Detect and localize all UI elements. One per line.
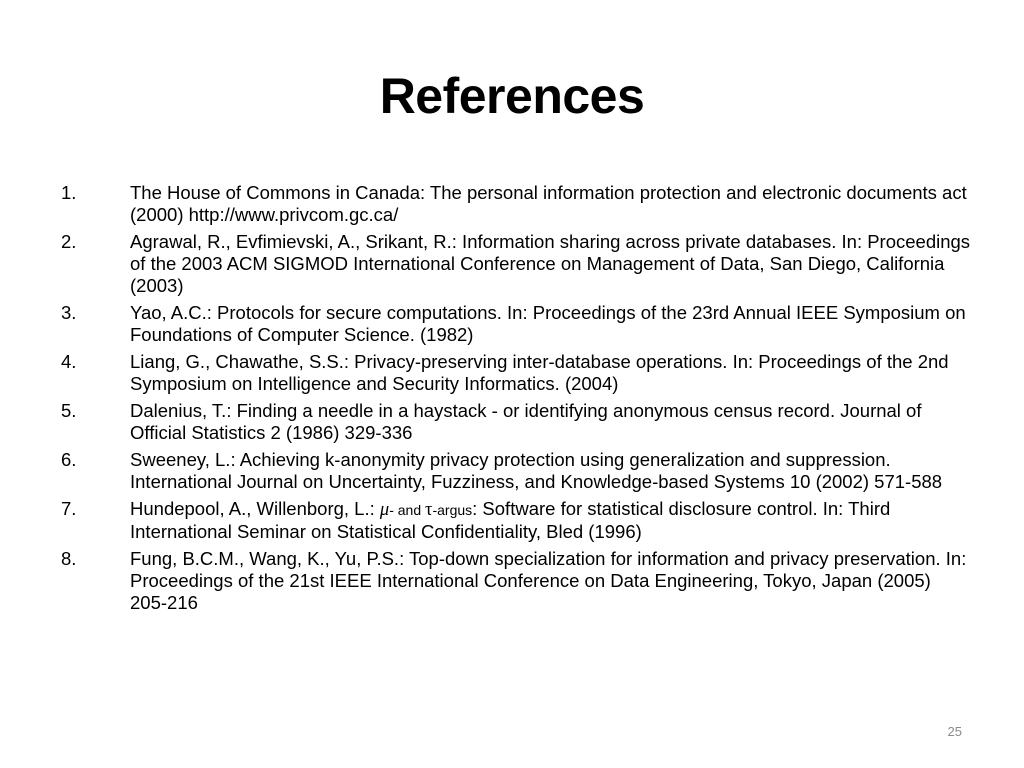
reference-text: Liang, G., Chawathe, S.S.: Privacy-preserving inter-database operations. In: Proceedings of the 2nd Symposium on Intelligence and Security Informatics. (2004) [130, 351, 949, 394]
reference-argus: -argus [432, 502, 473, 518]
slide-title: References [379, 68, 645, 124]
page-number: 25 [947, 724, 962, 739]
reference-rest: : Software for statistical disclosure control. In: Third International Seminar on Statistical Confidentiality, Bled (1996) [130, 498, 891, 542]
tau-symbol: τ [425, 500, 433, 520]
reference-number: 1. [61, 182, 77, 203]
mu-symbol: μ [379, 500, 390, 520]
reference-number: 4. [61, 351, 77, 372]
reference-number: 5. [61, 400, 77, 421]
reference-item [61, 498, 971, 543]
reference-text [130, 498, 971, 543]
reference-number: 7. [61, 498, 77, 519]
reference-item [61, 351, 971, 395]
reference-text: Agrawal, R., Evfimievski, A., Srikant, R.: Information sharing across private databases. In: Proceedings of the 2003 ACM SIGMOD International Conference on Management of Data, San Diego, California (2003) [130, 231, 971, 296]
reference-item [61, 400, 971, 444]
reference-number: 6. [61, 449, 77, 470]
reference-number: 8. [61, 548, 77, 569]
reference-item [61, 548, 971, 614]
reference-item [61, 231, 971, 297]
reference-item [61, 182, 971, 226]
reference-text: Sweeney, L.: Achieving k-anonymity privacy protection using generalization and suppression. International Journal on Uncertainty, Fuzziness, and Knowledge-based Systems 10 (2002) 571-588 [130, 449, 943, 492]
reference-number: 2. [61, 231, 77, 252]
reference-list [61, 182, 971, 619]
reference-text: Yao, A.C.: Protocols for secure computations. In: Proceedings of the 23rd Annual IEEE Symposium on Foundations of Computer Science. (1982) [130, 302, 966, 345]
reference-item [61, 449, 971, 493]
reference-text: Dalenius, T.: Finding a needle in a haystack - or identifying anonymous census record. Journal of Official Statistics 2 (1986) 329-336 [130, 400, 922, 443]
reference-text: Fung, B.C.M., Wang, K., Yu, P.S.: Top-down specialization for information and privacy preservation. In: Proceedings of the 21st IEEE International Conference on Data Engineering, Tokyo, Japan (2005) 205-216 [130, 548, 967, 613]
reference-item [61, 302, 971, 346]
reference-connector: - and [389, 502, 426, 518]
reference-authors: Hundepool, A., Willenborg, L.: [130, 498, 380, 519]
reference-number: 3. [61, 302, 77, 323]
reference-text: The House of Commons in Canada: The personal information protection and electronic documents act (2000) http://www.privcom.gc.ca/ [130, 182, 967, 225]
